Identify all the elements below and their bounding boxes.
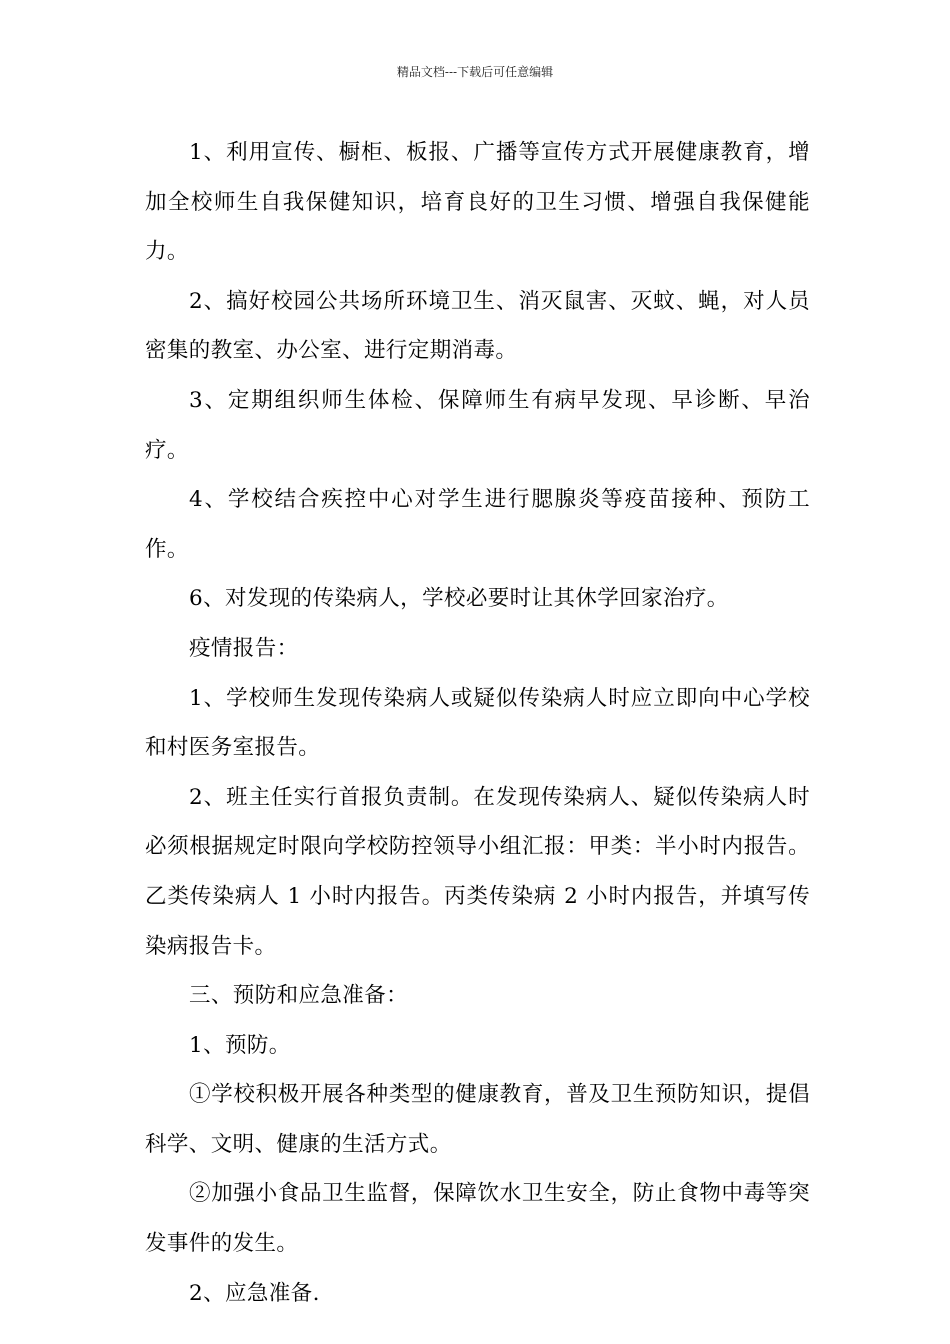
paragraph-sick-leave: 6、对发现的传染病人，学校必要时让其休学回家治疗。 (189, 586, 729, 612)
section-heading-prevention: 三、预防和应急准备： (189, 983, 409, 1009)
paragraph-reporting-timelines: 2、班主任实行首报负责制。在发现传染病人、疑似传染病人时必须根据规定时限向学校防控领导小组汇报：甲类：半小时内报告。乙类传染病人 1 小时内报告。丙类传染病 2 小时内报告，并填写传染病报告卡。 (145, 784, 810, 959)
paragraph-report-to-center: 1、学校师生发现传染病人或疑似传染病人时应立即向中心学校和村医务室报告。 (145, 685, 810, 761)
paragraph-prevention-education: ①学校积极开展各种类型的健康教育，普及卫生预防知识，提倡科学、文明、健康的生活方式。 (145, 1082, 810, 1157)
paragraph-campus-hygiene: 2、搞好校园公共场所环境卫生、消灭鼠害、灭蚊、蝇，对人员密集的教室、办公室、进行定期消毒。 (145, 288, 810, 364)
subheading-emergency-preparation: 2、应急准备. (189, 1280, 320, 1306)
page-header: 精品文档---下载后可任意编辑 (396, 65, 554, 79)
section-heading-epidemic-report: 疫情报告： (189, 635, 299, 661)
paragraph-food-safety: ②加强小食品卫生监督，保障饮水卫生安全，防止食物中毒等突发事件的发生。 (145, 1181, 810, 1257)
document-body (145, 128, 810, 1318)
paragraph-health-checkup: 3、定期组织师生体检、保障师生有病早发现、早诊断、早治疗。 (145, 387, 810, 463)
paragraph-health-education: 1、利用宣传、橱柜、板报、广播等宣传方式开展健康教育，增加全校师生自我保健知识，培育良好的卫生习惯、增强自我保健能力。 (145, 140, 810, 265)
paragraph-vaccination: 4、学校结合疾控中心对学生进行腮腺炎等疫苗接种、预防工作。 (145, 487, 810, 562)
subheading-prevention: 1、预防。 (189, 1032, 291, 1058)
